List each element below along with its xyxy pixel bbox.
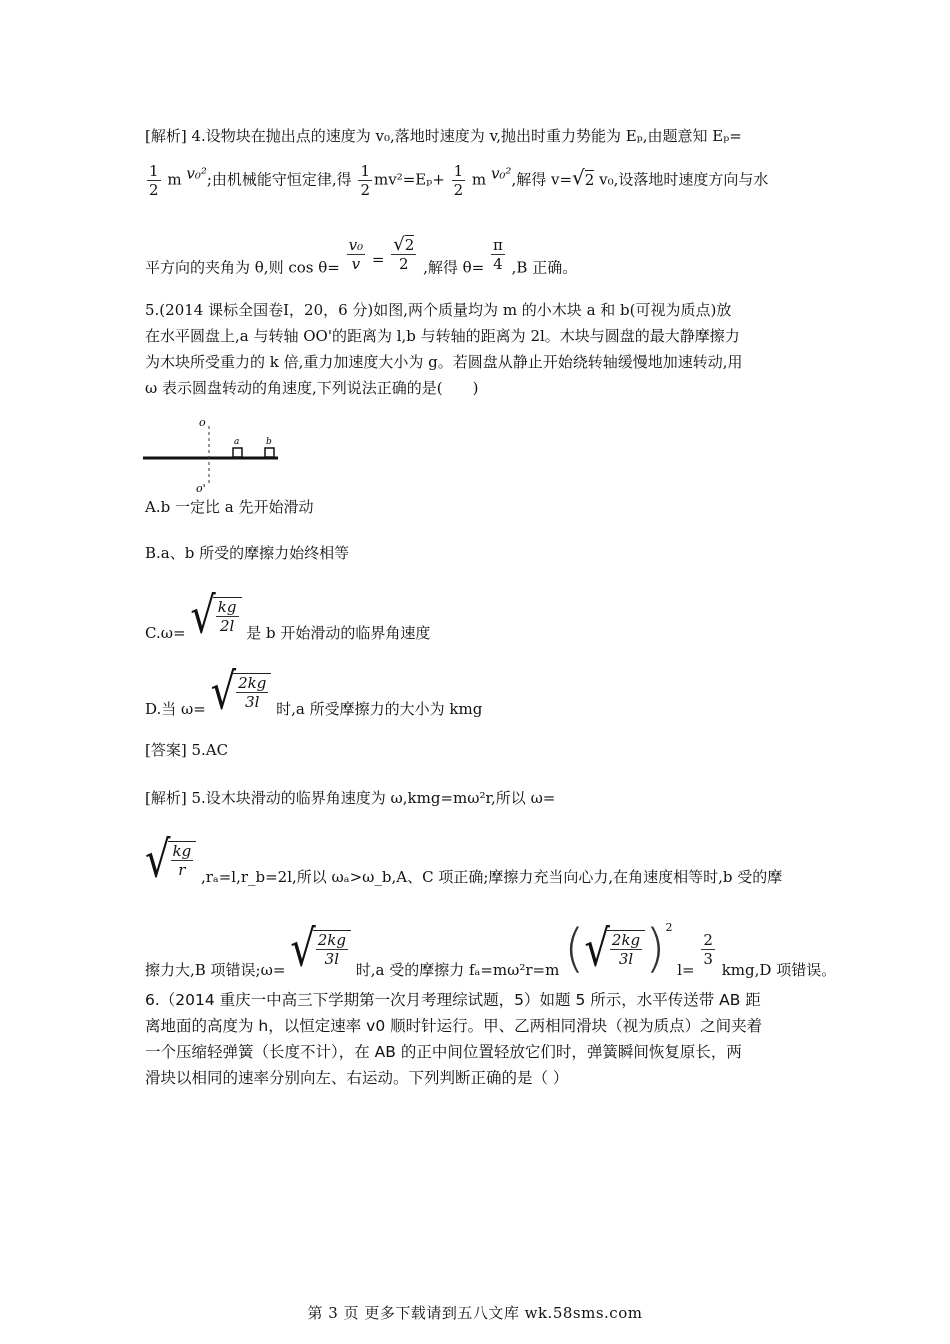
answer-5: [答案] 5.AC — [145, 741, 229, 759]
a-label: a — [234, 437, 240, 447]
sqrt2-over-2: $\frac{√2}{2}$ — [393, 234, 415, 273]
o-top-label: o — [199, 416, 206, 429]
analysis5-line1: [解析] 5.设木块滑动的临界角速度为 ω,kmg=mω²r,所以 ω= — [145, 789, 556, 807]
option-d: D.当 ω= √ $\frac{2kg}{3l}$ 时,a 所受摩擦力的大小为 kmg — [145, 663, 483, 721]
o-bottom-label: o' — [196, 482, 206, 495]
v0-squared: v₀² — [186, 164, 207, 183]
disk-figure — [143, 414, 283, 496]
q6-line-4: 滑块以相同的速率分别向左、右运动。下列判断正确的是（ ） — [145, 1069, 569, 1087]
sqrt-2kg-3l: √ $\frac{2kg}{3l}$ — [211, 672, 272, 712]
sqrt-2kg-3l-b: √ $\frac{2kg}{3l}$ — [290, 929, 351, 969]
v0-over-v: $\frac{\text{v₀}}{v}$ — [348, 236, 364, 273]
q6-line-3: 一个压缩轻弹簧（长度不计），在 AB 的正中间位置轻放它们时，弹簧瞬间恢复原长，两 — [145, 1043, 742, 1061]
analysis5-line2: √ $\frac{kg}{r}$ ,rₐ=l,r_b=2l,所以 ωₐ>ω_b,A、C 项正确;摩擦力充当向心力,在角速度相等时,b 受的摩 — [145, 831, 783, 889]
page-footer: 第 3 页 更多下载请到五八文库 wk.58sms.com — [307, 1304, 643, 1322]
option-c: C.ω= √ $\frac{kg}{2l}$ 是 b 开始滑动的临界角速度 — [145, 587, 431, 645]
q5-line-4: ω 表示圆盘转动的角速度,下列说法正确的是( ) — [145, 379, 479, 397]
analysis5-line3: 擦力大,B 项错误;ω= √ $\frac{2kg}{3l}$ 时,a 受的摩擦力 fₐ=mω²r=m (√ $\frac{2kg}{3l}$ )$^2$ l= $\frac{2}{3}$ kmg,D 项错误。 — [145, 919, 837, 979]
block-a — [233, 448, 242, 457]
analysis4-line1: [解析] 4.设物块在抛出点的速度为 v₀,落地时速度为 v,抛出时重力势能为 Eₚ,由题意知 Eₚ= — [145, 127, 742, 145]
block-b — [265, 448, 274, 457]
two-thirds: $\frac{2}{3}$ — [703, 930, 713, 968]
q6-line-2: 离地面的高度为 h，以恒定速率 v0 顺时针运行。甲、乙两相同滑块（视为质点）之间夹着 — [145, 1017, 763, 1035]
q5-line-2: 在水平圆盘上,a 与转轴 OO'的距离为 l,b 与转轴的距离为 2l。木块与圆盘的最大静摩擦力 — [145, 327, 740, 345]
analysis4-line3: 平方向的夹角为 θ,则 cos θ= $\frac{\text{v₀}}{v}$ = $\frac{√2}{2}$ ,解得 θ= $\frac{\pi}{4}$ ,B 正确。 — [145, 234, 578, 277]
sqrt-kg-2l: √ $\frac{kg}{2l}$ — [190, 596, 241, 636]
q6-line-1: 6.（2014 重庆一中高三下学期第一次月考理综试题，5）如题 5 所示，水平传送带 AB 距 — [145, 991, 761, 1009]
b-label: b — [266, 437, 272, 447]
q5-line-1: 5.(2014 课标全国卷Ⅰ，20，6 分)如图,两个质量均为 m 的小木块 a 和 b(可视为质点)放 — [145, 301, 732, 319]
option-b: B.a、b 所受的摩擦力始终相等 — [145, 544, 350, 562]
analysis4-line2: $\frac{1}{2}$ m v₀²;由机械能守恒定律,得 $\frac{1}{2}$ mv²=Eₚ+ $\frac{1}{2}$ m v₀²,解得 v=√2 v₀,设落地时速度方向与水 — [149, 162, 769, 199]
option-a: A.b 一定比 a 先开始滑动 — [145, 498, 314, 516]
sqrt-kg-r: √ $\frac{kg}{r}$ — [145, 840, 196, 880]
pi-over-4: $\frac{\pi}{4}$ — [493, 236, 503, 273]
q5-line-3: 为木块所受重力的 k 倍,重力加速度大小为 g。若圆盘从静止开始绕转轴缓慢地加速转动,用 — [145, 353, 743, 371]
half-fraction: $\frac{1}{2}$ — [149, 162, 159, 199]
